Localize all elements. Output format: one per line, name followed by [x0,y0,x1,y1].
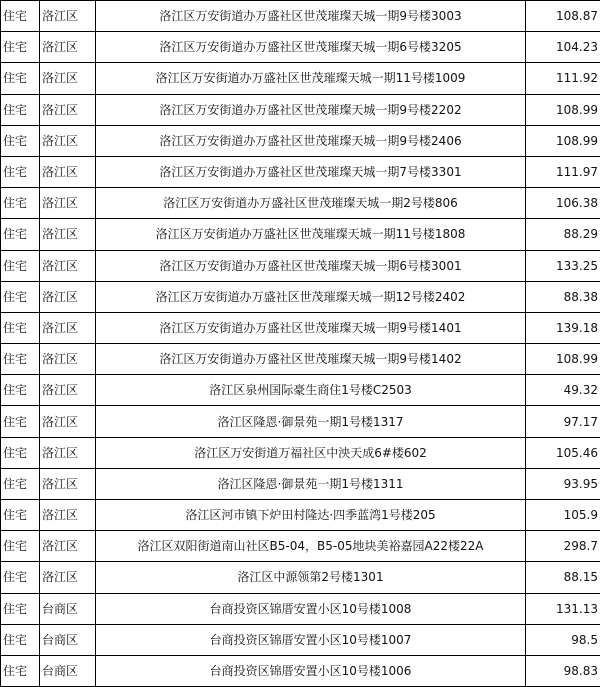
area-cell: 108.87 [526,1,600,32]
district-cell: 洛江区 [40,250,96,281]
area-cell: 104.23 [526,32,600,63]
area-cell: 111.97 [526,156,600,187]
address-cell: 洛江区万安街道办万盛社区世茂璀璨天城一期12号楼2402 [96,281,526,312]
table-row [1,344,600,375]
district-cell: 洛江区 [40,562,96,593]
address-cell: 洛江区万安街道办万盛社区世茂璀璨天城一期2号楼806 [96,188,526,219]
area-cell: 88.29 [526,219,600,250]
address-cell: 台商投资区锦厝安置小区10号楼1006 [96,655,526,686]
district-cell: 洛江区 [40,281,96,312]
table-row [1,593,600,624]
district-cell: 洛江区 [40,437,96,468]
table-row [1,63,600,94]
address-cell: 洛江区万安街道办万盛社区世茂璀璨天城一期6号楼3001 [96,250,526,281]
area-cell: 108.99 [526,125,600,156]
area-cell: 131.13 [526,593,600,624]
address-cell: 洛江区万安街道办万盛社区世茂璀璨天城一期9号楼3003 [96,1,526,32]
district-cell: 洛江区 [40,312,96,343]
address-cell: 洛江区万安街道万福社区中泱天成6#楼602 [96,437,526,468]
district-cell: 洛江区 [40,219,96,250]
address-cell: 洛江区隆恩·御景苑一期1号楼1317 [96,406,526,437]
property-type-cell: 住宅 [1,375,40,406]
table-row [1,437,600,468]
property-type-cell: 住宅 [1,219,40,250]
property-type-cell: 住宅 [1,593,40,624]
property-type-cell: 住宅 [1,500,40,531]
table-row [1,219,600,250]
property-type-cell: 住宅 [1,125,40,156]
district-cell: 洛江区 [40,468,96,499]
table-row [1,281,600,312]
district-cell: 洛江区 [40,375,96,406]
property-type-cell: 住宅 [1,655,40,686]
district-cell: 洛江区 [40,156,96,187]
property-type-cell: 住宅 [1,188,40,219]
district-cell: 洛江区 [40,344,96,375]
property-table-body [1,1,600,687]
area-cell: 108.99 [526,94,600,125]
address-cell: 洛江区万安街道办万盛社区世茂璀璨天城一期9号楼1401 [96,312,526,343]
area-cell: 298.7 [526,531,600,562]
district-cell: 洛江区 [40,94,96,125]
area-cell: 106.38 [526,188,600,219]
table-row [1,32,600,63]
area-cell: 108.99 [526,344,600,375]
address-cell: 台商投资区锦厝安置小区10号楼1007 [96,624,526,655]
table-row [1,624,600,655]
table-row [1,531,600,562]
area-cell: 98.83 [526,655,600,686]
district-cell: 台商区 [40,624,96,655]
district-cell: 洛江区 [40,531,96,562]
property-type-cell: 住宅 [1,344,40,375]
district-cell: 洛江区 [40,1,96,32]
address-cell: 洛江区万安街道办万盛社区世茂璀璨天城一期11号楼1808 [96,219,526,250]
district-cell: 台商区 [40,593,96,624]
property-type-cell: 住宅 [1,624,40,655]
table-row [1,1,600,32]
district-cell: 洛江区 [40,500,96,531]
district-cell: 台商区 [40,655,96,686]
property-type-cell: 住宅 [1,32,40,63]
area-cell: 49.32 [526,375,600,406]
table-row [1,468,600,499]
address-cell: 洛江区泉州国际豪生商住1号楼C2503 [96,375,526,406]
address-cell: 洛江区万安街道办万盛社区世茂璀璨天城一期9号楼2406 [96,125,526,156]
area-cell: 88.15 [526,562,600,593]
property-type-cell: 住宅 [1,437,40,468]
address-cell: 洛江区万安街道办万盛社区世茂璀璨天城一期6号楼3205 [96,32,526,63]
table-row [1,125,600,156]
address-cell: 洛江区万安街道办万盛社区世茂璀璨天城一期9号楼1402 [96,344,526,375]
area-cell: 111.92 [526,63,600,94]
district-cell: 洛江区 [40,406,96,437]
table-row [1,312,600,343]
area-cell: 133.25 [526,250,600,281]
table-row [1,406,600,437]
property-type-cell: 住宅 [1,156,40,187]
address-cell: 洛江区隆恩·御景苑一期1号楼1311 [96,468,526,499]
property-type-cell: 住宅 [1,406,40,437]
area-cell: 98.5 [526,624,600,655]
table-row [1,156,600,187]
area-cell: 93.95 [526,468,600,499]
address-cell: 洛江区万安街道办万盛社区世茂璀璨天城一期9号楼2202 [96,94,526,125]
table-row [1,188,600,219]
table-row [1,562,600,593]
property-type-cell: 住宅 [1,94,40,125]
area-cell: 88.38 [526,281,600,312]
district-cell: 洛江区 [40,125,96,156]
property-type-cell: 住宅 [1,531,40,562]
area-cell: 105.9 [526,500,600,531]
property-type-cell: 住宅 [1,562,40,593]
area-cell: 105.46 [526,437,600,468]
area-cell: 139.18 [526,312,600,343]
address-cell: 洛江区双阳街道南山社区B5-04，B5-05地块美裕嘉园A22楼22A [96,531,526,562]
district-cell: 洛江区 [40,63,96,94]
district-cell: 洛江区 [40,188,96,219]
property-type-cell: 住宅 [1,1,40,32]
district-cell: 洛江区 [40,32,96,63]
property-type-cell: 住宅 [1,312,40,343]
area-cell: 97.17 [526,406,600,437]
table-row [1,655,600,686]
table-row [1,375,600,406]
table-row [1,500,600,531]
property-type-cell: 住宅 [1,468,40,499]
property-type-cell: 住宅 [1,63,40,94]
address-cell: 洛江区河市镇下炉田村隆达·四季蓝湾1号楼205 [96,500,526,531]
address-cell: 洛江区万安街道办万盛社区世茂璀璨天城一期7号楼3301 [96,156,526,187]
property-type-cell: 住宅 [1,250,40,281]
address-cell: 洛江区中源领第2号楼1301 [96,562,526,593]
address-cell: 洛江区万安街道办万盛社区世茂璀璨天城一期11号楼1009 [96,63,526,94]
table-row [1,250,600,281]
address-cell: 台商投资区锦厝安置小区10号楼1008 [96,593,526,624]
property-type-cell: 住宅 [1,281,40,312]
table-row [1,94,600,125]
